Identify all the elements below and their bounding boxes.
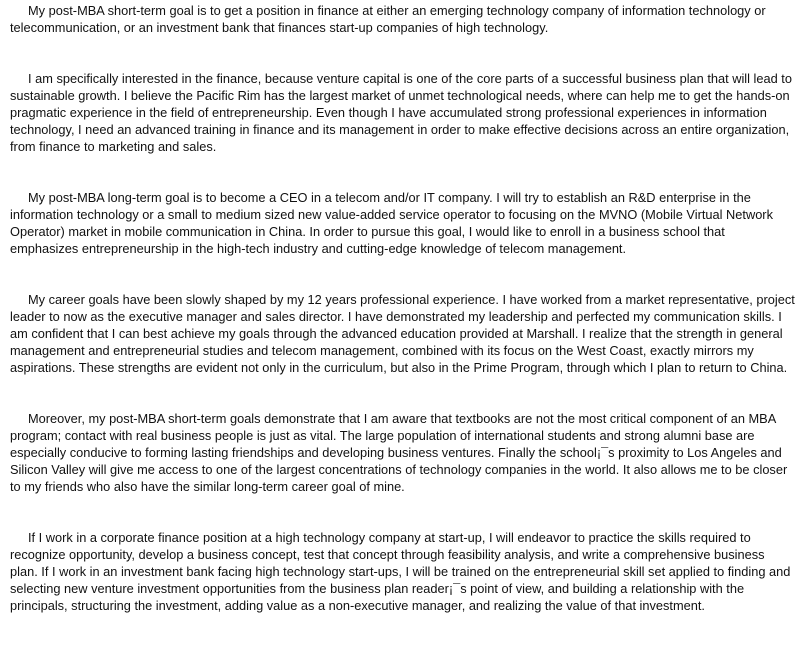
paragraph-spacer — [10, 155, 795, 189]
paragraph-finance-interest: I am specifically interested in the finance, because venture capital is one of the core parts of a successful business plan that will lead to sustainable growth. I believe the Pacific Rim has the largest market of unmet technological needs, where can help me to get the hands-on pragmatic experience in the field of entrepreneurship. Even though I have accumulated strong professional experiences in information technology, I need an advanced training in finance and its management in order to make effective decisions across an entire organization, from finance to marketing and sales. — [10, 71, 792, 154]
paragraph-networking: Moreover, my post-MBA short-term goals demonstrate that I am aware that textbooks are not the most critical component of an MBA program; contact with real business people is just as vital. The large population of international students and strong alumni base are especially conducive to forming lasting friendships and developing business ventures. Finally the school¡¯s proximity to Los Angeles and Silicon Valley will give me access to one of the largest concentrations of technology companies in the world. It also allows me to be closer to my friends who also have the similar long-term career goal of mine. — [10, 411, 788, 494]
paragraph-spacer — [10, 495, 795, 529]
paragraph-career-goals: My career goals have been slowly shaped by my 12 years professional experience. I have worked from a market representative, project leader to now as the executive manager and sales director. I have demonstrated my leadership and perfected my communication skills. I am confident that I can best achieve my goals through the advanced education provided at Marshall. I realize that the strength in general management and entrepreneurial studies and telecom management, combined with its focus on the West Coast, exactly mirrors my aspirations. These strengths are evident not only in the curriculum, but also in the Prime Program, through which I plan to return to China. — [10, 292, 795, 375]
paragraph-corporate-finance: If I work in a corporate finance position at a high technology company at start-up, I will endeavor to practice the skills required to recognize opportunity, develop a business concept, test that concept through feasibility analysis, and write a comprehensive business plan. If I work in an investment bank facing high technology start-ups, I will be trained on the entrepreneurial skill set applied to finding and selecting new venture investment opportunities from the business plan reader¡¯s point of view, and building a relationship with the principals, structuring the investment, adding value as a non-executive manager, and realizing the value of that investment. — [10, 530, 791, 613]
paragraph-short-term-goal: My post-MBA short-term goal is to get a position in finance at either an emerging technology company of information technology or telecommunication, or an investment bank that finances start-up companies of high technology. — [10, 3, 766, 35]
paragraph-spacer — [10, 376, 795, 410]
paragraph-spacer — [10, 36, 795, 70]
essay-document — [10, 2, 795, 614]
paragraph-spacer — [10, 257, 795, 291]
paragraph-long-term-goal: My post-MBA long-term goal is to become a CEO in a telecom and/or IT company. I will try to establish an R&D enterprise in the information technology or a small to medium sized new value-added service operator to focusing on the MVNO (Mobile Virtual Network Operator) market in mobile communication in China. In order to pursue this goal, I would like to enroll in a business school that emphasizes entrepreneurship in the high-tech industry and cutting-edge knowledge of telecom management. — [10, 190, 773, 256]
